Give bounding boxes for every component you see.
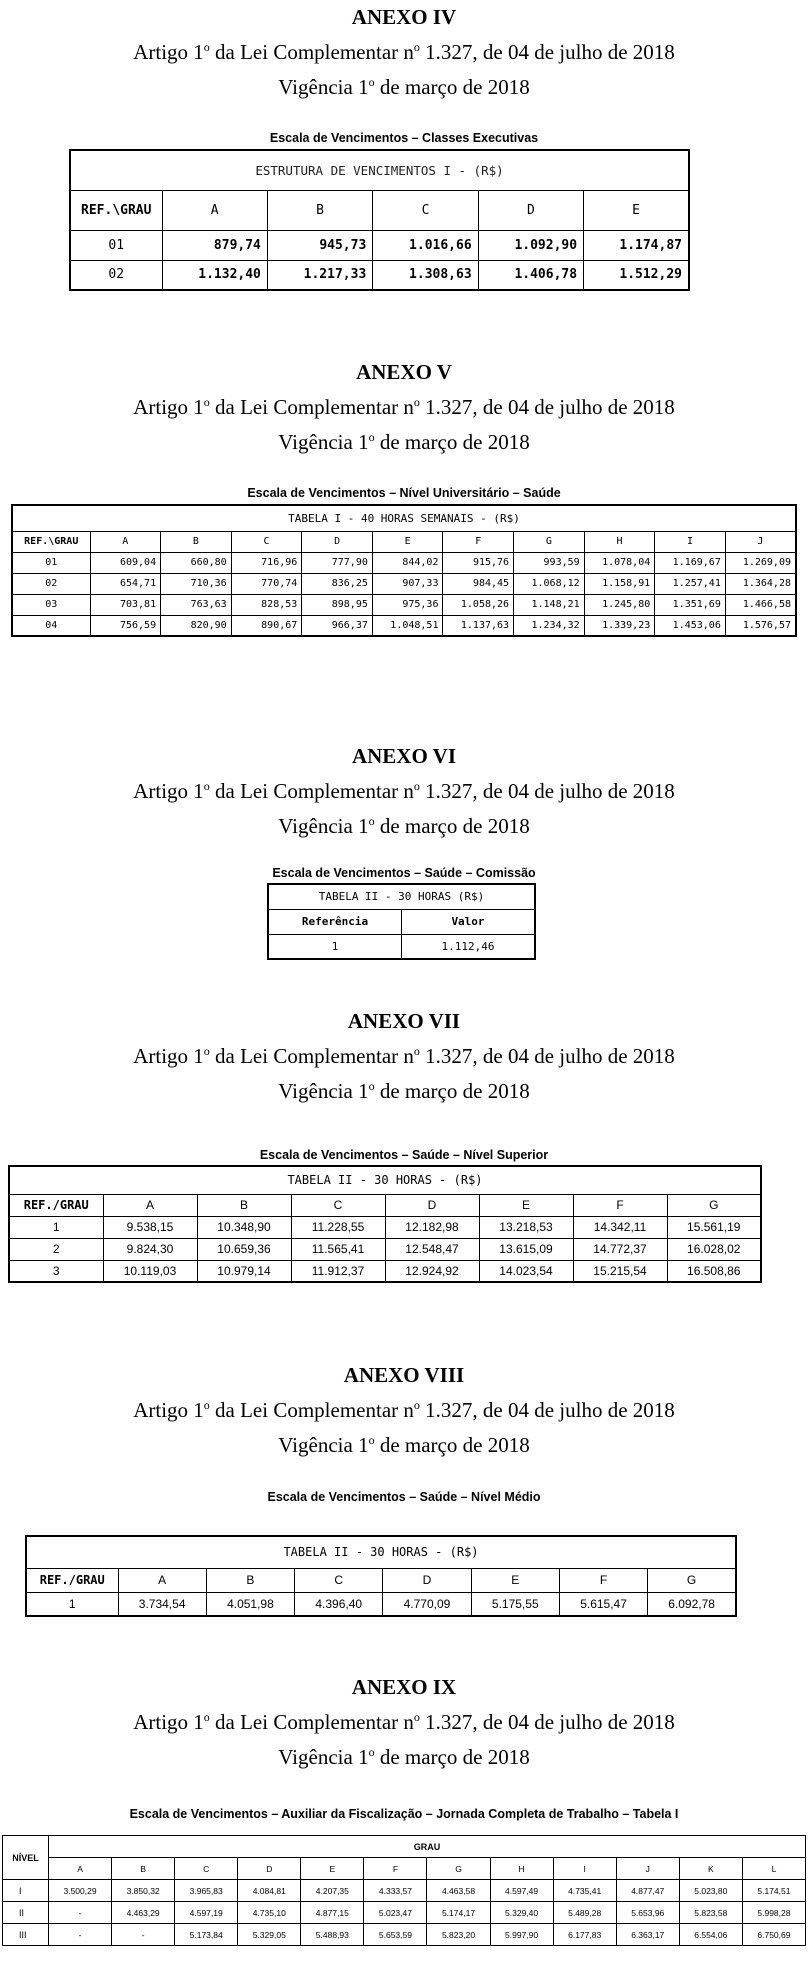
row-ref: 01 [12, 552, 90, 573]
cell: 1.576,57 [725, 615, 796, 636]
cell: 1.092,90 [478, 230, 583, 260]
cell: 5.823,20 [427, 1924, 490, 1946]
vigencia-line: Vigência 1$^o$ de março de 2018 [278, 430, 530, 454]
cell: 4.597,19 [175, 1902, 238, 1924]
table-row [70, 260, 689, 290]
cell: 907,33 [372, 573, 443, 594]
artigo-line: Artigo 1$^o$ da Lei Complementar $n^o$ 1.327, de 04 de julho de 2018 [133, 1710, 675, 1734]
cell: 4.463,58 [427, 1880, 490, 1902]
anexo-vii-heading: ANEXO VII [347, 1009, 461, 1033]
cell: 1.234,32 [514, 615, 585, 636]
col-header: F [559, 1568, 647, 1592]
table-row [12, 594, 796, 615]
col-header: D [302, 531, 373, 552]
cell: 1.269,09 [725, 552, 796, 573]
cell: 4.770,09 [383, 1592, 471, 1616]
cell: 703,81 [90, 594, 161, 615]
cell: 777,90 [302, 552, 373, 573]
anexo-iv-header [0, 2, 808, 102]
cell: 4.333,57 [364, 1880, 427, 1902]
col-header: F [364, 1858, 427, 1880]
cell: 3.850,32 [112, 1880, 175, 1902]
table-title: TABELA II - 30 HORAS - (R$) [26, 1536, 736, 1568]
anexo-vii-header [0, 1006, 808, 1106]
row-ref: 1 [268, 934, 402, 959]
cell: 1.169,67 [655, 552, 726, 573]
cell: 11.228,55 [291, 1216, 385, 1238]
cell: 1.068,12 [514, 573, 585, 594]
anexo-v-heading: ANEXO V [356, 360, 452, 384]
cell: 828,53 [231, 594, 302, 615]
col-header: K [679, 1858, 742, 1880]
cell: 5.023,80 [679, 1880, 742, 1902]
cell: 4.463,29 [112, 1902, 175, 1924]
cell: 1.308,63 [373, 260, 478, 290]
cell: 16.508,86 [667, 1260, 761, 1282]
col-header: G [667, 1194, 761, 1216]
cell: 3.500,29 [49, 1880, 112, 1902]
cell: 5.997,90 [490, 1924, 553, 1946]
table-row [3, 1902, 806, 1924]
cell: 820,90 [161, 615, 232, 636]
table-row [12, 573, 796, 594]
artigo-line: Artigo 1$^o$ da Lei Complementar $n^o$ 1.327, de 04 de julho de 2018 [133, 395, 675, 419]
cell: 975,36 [372, 594, 443, 615]
cell: 13.218,53 [479, 1216, 573, 1238]
cell: 1.512,29 [584, 260, 689, 290]
nivel-header: NÍVEL [3, 1836, 49, 1880]
anexo-iv-table [69, 149, 690, 291]
cell: 710,36 [161, 573, 232, 594]
col-header: C [295, 1568, 383, 1592]
anexo-ix-caption: Escala de Vencimentos – Auxiliar da Fiscalização – Jornada Completa de Trabalho – Tabela I [129, 1807, 679, 1821]
col-header: F [573, 1194, 667, 1216]
anexo-ix-table [2, 1835, 806, 1946]
col-header: C [291, 1194, 385, 1216]
anexo-vii-caption: Escala de Vencimentos – Saúde – Nível Superior [259, 1148, 549, 1162]
anexo-vi-heading: ANEXO VI [351, 744, 457, 768]
cell: 1.406,78 [478, 260, 583, 290]
cell: 4.084,81 [238, 1880, 301, 1902]
cell: 5.489,28 [553, 1902, 616, 1924]
col-header: G [514, 531, 585, 552]
cell: 945,73 [267, 230, 372, 260]
anexo-viii-table [25, 1535, 737, 1617]
table-row [12, 552, 796, 573]
cell: 966,37 [302, 615, 373, 636]
corner-header: REF./GRAU [9, 1194, 103, 1216]
cell: 4.735,41 [553, 1880, 616, 1902]
col-header: C [373, 190, 478, 230]
row-ref: 1 [26, 1592, 118, 1616]
cell: 1.453,06 [655, 615, 726, 636]
table-row [9, 1260, 761, 1282]
cell: 12.924,92 [385, 1260, 479, 1282]
cell: 1.048,51 [372, 615, 443, 636]
col-header: B [112, 1858, 175, 1880]
cell: 13.615,09 [479, 1238, 573, 1260]
row-ref: 02 [70, 260, 162, 290]
cell: 10.979,14 [197, 1260, 291, 1282]
table-row [9, 1216, 761, 1238]
cell: 3.734,54 [118, 1592, 206, 1616]
vigencia-line: Vigência 1$^o$ de março de 2018 [278, 814, 530, 838]
row-ref: II [3, 1902, 49, 1924]
cell: 12.182,98 [385, 1216, 479, 1238]
corner-header: REF.\GRAU [70, 190, 162, 230]
cell: 844,02 [372, 552, 443, 573]
cell: 5.615,47 [559, 1592, 647, 1616]
cell: 10.659,36 [197, 1238, 291, 1260]
cell: 5.653,59 [364, 1924, 427, 1946]
cell: 4.051,98 [206, 1592, 294, 1616]
cell: 770,74 [231, 573, 302, 594]
vigencia-line: Vigência 1$^o$ de março de 2018 [278, 1745, 530, 1769]
cell: 654,71 [90, 573, 161, 594]
row-ref: 3 [9, 1260, 103, 1282]
table-row [3, 1924, 806, 1946]
col-header: C [231, 531, 302, 552]
col-header: L [742, 1858, 805, 1880]
cell: 11.565,41 [291, 1238, 385, 1260]
col-header: D [383, 1568, 471, 1592]
col-header: A [162, 190, 267, 230]
cell: 4.877,47 [616, 1880, 679, 1902]
row-ref: 01 [70, 230, 162, 260]
row-ref: III [3, 1924, 49, 1946]
cell: 6.363,17 [616, 1924, 679, 1946]
cell: 4.207,35 [301, 1880, 364, 1902]
cell: - [112, 1924, 175, 1946]
vigencia-line: Vigência 1$^o$ de março de 2018 [278, 75, 530, 99]
cell: 1.245,80 [584, 594, 655, 615]
cell: 12.548,47 [385, 1238, 479, 1260]
cell: 1.257,41 [655, 573, 726, 594]
col-header: B [161, 531, 232, 552]
table-row [12, 615, 796, 636]
cell: 1.148,21 [514, 594, 585, 615]
cell: 1.058,26 [443, 594, 514, 615]
corner-header: REF.\GRAU [12, 531, 90, 552]
anexo-vi-caption: Escala de Vencimentos – Saúde – Comissão [272, 866, 536, 880]
cell: 6.177,83 [553, 1924, 616, 1946]
cell: 4.396,40 [295, 1592, 383, 1616]
cell: 1.466,58 [725, 594, 796, 615]
cell: 4.597,49 [490, 1880, 553, 1902]
col-header: G [427, 1858, 490, 1880]
cell: 1.016,66 [373, 230, 478, 260]
col-header: J [725, 531, 796, 552]
col-header: F [443, 531, 514, 552]
cell: 5.488,93 [301, 1924, 364, 1946]
cell: 6.092,78 [648, 1592, 736, 1616]
grau-header: GRAU [49, 1836, 806, 1858]
anexo-vi-table [267, 883, 536, 960]
cell: 609,04 [90, 552, 161, 573]
cell: 890,67 [231, 615, 302, 636]
cell: 660,80 [161, 552, 232, 573]
row-ref: 04 [12, 615, 90, 636]
col-header: D [478, 190, 583, 230]
corner-header: REF./GRAU [26, 1568, 118, 1592]
cell: 984,45 [443, 573, 514, 594]
col-header: G [648, 1568, 736, 1592]
cell: 9.538,15 [103, 1216, 197, 1238]
col-header: H [584, 531, 655, 552]
cell: 16.028,02 [667, 1238, 761, 1260]
anexo-v-table [11, 504, 797, 637]
cell: 9.824,30 [103, 1238, 197, 1260]
cell: 1.112,46 [402, 934, 536, 959]
cell: 1.137,63 [443, 615, 514, 636]
cell: 1.078,04 [584, 552, 655, 573]
col-header: A [90, 531, 161, 552]
col-header: Referência [268, 909, 402, 934]
row-ref: 2 [9, 1238, 103, 1260]
artigo-line: Artigo 1$^o$ da Lei Complementar $n^o$ 1.327, de 04 de julho de 2018 [133, 779, 675, 803]
anexo-v-caption: Escala de Vencimentos – Nível Universitário – Saúde [247, 486, 561, 500]
cell: 5.998,28 [742, 1902, 805, 1924]
anexo-viii-header [0, 1360, 808, 1460]
cell: 14.772,37 [573, 1238, 667, 1260]
anexo-v-header [0, 357, 808, 457]
anexo-vii-table [8, 1165, 762, 1283]
cell: 5.174,17 [427, 1902, 490, 1924]
cell: 5.173,84 [175, 1924, 238, 1946]
cell: 4.877,15 [301, 1902, 364, 1924]
vigencia-line: Vigência 1$^o$ de março de 2018 [278, 1433, 530, 1457]
cell: 898,95 [302, 594, 373, 615]
col-header: E [471, 1568, 559, 1592]
anexo-iv-caption: Escala de Vencimentos – Classes Executivas [269, 131, 539, 145]
cell: - [49, 1902, 112, 1924]
table-row [70, 230, 689, 260]
cell: 836,25 [302, 573, 373, 594]
col-header: B [267, 190, 372, 230]
cell: 6.750,69 [742, 1924, 805, 1946]
table-title: TABELA I - 40 HORAS SEMANAIS - (R$) [12, 505, 796, 531]
cell: 5.023,47 [364, 1902, 427, 1924]
cell: 4.735,10 [238, 1902, 301, 1924]
col-header: J [616, 1858, 679, 1880]
cell: 1.364,28 [725, 573, 796, 594]
row-ref: I [3, 1880, 49, 1902]
col-header: E [372, 531, 443, 552]
cell: 15.215,54 [573, 1260, 667, 1282]
col-header: I [655, 531, 726, 552]
cell: 1.174,87 [584, 230, 689, 260]
cell: 15.561,19 [667, 1216, 761, 1238]
cell: 5.653,96 [616, 1902, 679, 1924]
row-ref: 03 [12, 594, 90, 615]
col-header: A [118, 1568, 206, 1592]
col-header: E [479, 1194, 573, 1216]
cell: 5.174,51 [742, 1880, 805, 1902]
col-header: A [103, 1194, 197, 1216]
cell: 1.158,91 [584, 573, 655, 594]
table-row [26, 1592, 736, 1616]
table-title: TABELA II - 30 HORAS (R$) [268, 884, 535, 909]
col-header: D [238, 1858, 301, 1880]
col-header: D [385, 1194, 479, 1216]
cell: 763,63 [161, 594, 232, 615]
artigo-line: Artigo 1$^o$ da Lei Complementar $n^o$ 1.327, de 04 de julho de 2018 [133, 1398, 675, 1422]
cell: 14.342,11 [573, 1216, 667, 1238]
cell: 993,59 [514, 552, 585, 573]
table-row [268, 934, 535, 959]
cell: 1.351,69 [655, 594, 726, 615]
cell: 1.339,23 [584, 615, 655, 636]
cell: 5.329,40 [490, 1902, 553, 1924]
anexo-viii-caption: Escala de Vencimentos – Saúde – Nível Médio [267, 1490, 541, 1504]
cell: 3.965,83 [175, 1880, 238, 1902]
col-header: H [490, 1858, 553, 1880]
cell: 5.175,55 [471, 1592, 559, 1616]
table-row [9, 1238, 761, 1260]
cell: 6.554,06 [679, 1924, 742, 1946]
col-header: E [584, 190, 689, 230]
cell: 1.132,40 [162, 260, 267, 290]
cell: 10.348,90 [197, 1216, 291, 1238]
col-header: A [49, 1858, 112, 1880]
cell: 5.329,05 [238, 1924, 301, 1946]
col-header: I [553, 1858, 616, 1880]
cell: 756,59 [90, 615, 161, 636]
cell: 716,96 [231, 552, 302, 573]
artigo-line: Artigo 1$^o$ da Lei Complementar $n^o$ 1.327, de 04 de julho de 2018 [133, 1044, 675, 1068]
col-header: B [197, 1194, 291, 1216]
anexo-iv-heading: ANEXO IV [351, 5, 457, 29]
table-row [3, 1880, 806, 1902]
cell: 5.823,58 [679, 1902, 742, 1924]
anexo-vi-header [0, 741, 808, 841]
cell: 14.023,54 [479, 1260, 573, 1282]
anexo-viii-heading: ANEXO VIII [343, 1363, 465, 1387]
row-ref: 1 [9, 1216, 103, 1238]
anexo-ix-heading: ANEXO IX [351, 1675, 457, 1699]
col-header: E [301, 1858, 364, 1880]
cell: 1.217,33 [267, 260, 372, 290]
cell: 10.119,03 [103, 1260, 197, 1282]
table-title: ESTRUTURA DE VENCIMENTOS I - (R$) [70, 150, 689, 190]
table-title: TABELA II - 30 HORAS - (R$) [9, 1166, 761, 1194]
vigencia-line: Vigência 1$^o$ de março de 2018 [278, 1079, 530, 1103]
row-ref: 02 [12, 573, 90, 594]
cell: 915,76 [443, 552, 514, 573]
artigo-line: Artigo 1$^o$ da Lei Complementar $n^o$ 1.327, de 04 de julho de 2018 [133, 40, 675, 64]
col-header: B [206, 1568, 294, 1592]
cell: 11.912,37 [291, 1260, 385, 1282]
col-header: C [175, 1858, 238, 1880]
cell: 879,74 [162, 230, 267, 260]
col-header: Valor [402, 909, 536, 934]
anexo-ix-header [0, 1672, 808, 1772]
cell: - [49, 1924, 112, 1946]
